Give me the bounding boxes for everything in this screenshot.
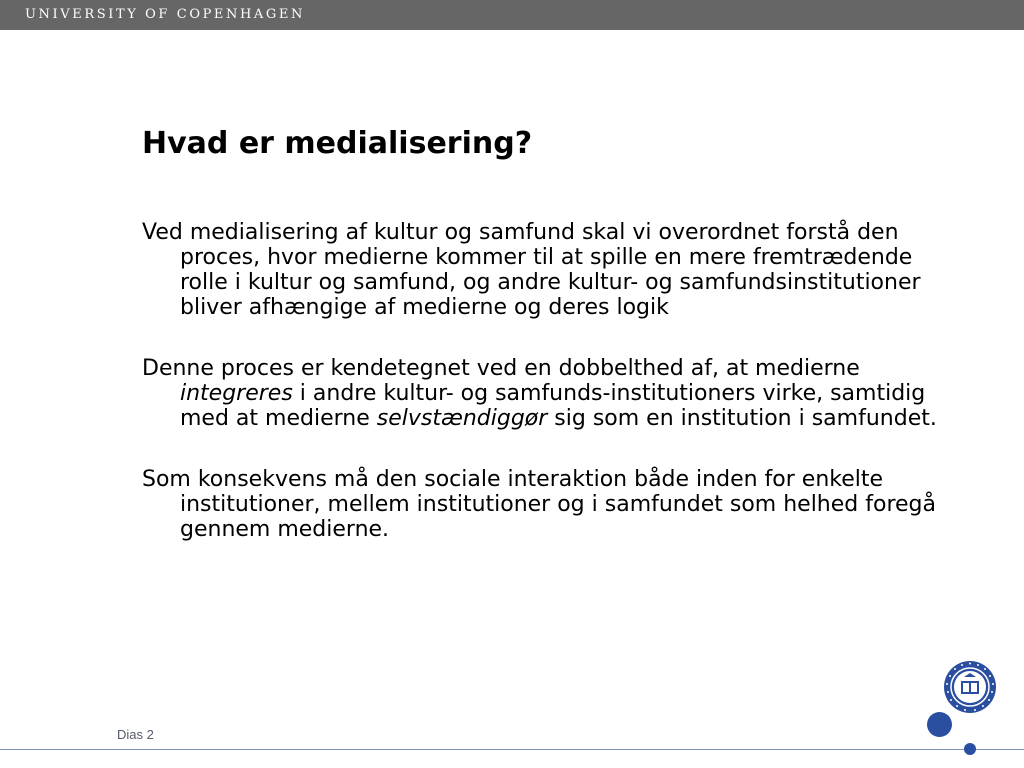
paragraph-2-italic-1: integreres (180, 381, 293, 406)
header-bar (0, 0, 1024, 30)
slide-body (142, 220, 942, 578)
paragraph-2-part-2: i andre kultur- og samfunds-institutioners virke, samtidig med at medierne (180, 381, 926, 431)
decorative-dot-large (927, 712, 952, 737)
slide-number: Dias 2 (117, 727, 154, 742)
paragraph-1: Ved medialisering af kultur og samfund skal vi overordnet forstå den proces, hvor medierne kommer til at spille en mere fremtrædende rolle i kultur og samfund, og andre kultur- og samfundsinstitutioner bliver afhængige af medierne og deres logik (142, 220, 921, 320)
paragraph-3: Som konsekvens må den sociale interaktion både inden for enkelte institutioner, mellem institutioner og i samfundet som helhed foregå gennem medierne. (142, 467, 936, 542)
slide-title: Hvad er medialisering? (142, 126, 533, 161)
paragraph-2 (142, 356, 942, 431)
institution-name: UNIVERSITY OF COPENHAGEN (25, 7, 305, 22)
footer-line (0, 749, 1024, 750)
decorative-dot-small (964, 743, 976, 755)
paragraph-2-part-1: Denne proces er kendetegnet ved en dobbelthed af, at medierne (142, 356, 860, 381)
paragraph-2-part-3: sig som en institution i samfundet. (547, 406, 937, 431)
paragraph-2-italic-2: selvstændiggør (376, 406, 548, 431)
university-seal-icon (942, 659, 998, 715)
